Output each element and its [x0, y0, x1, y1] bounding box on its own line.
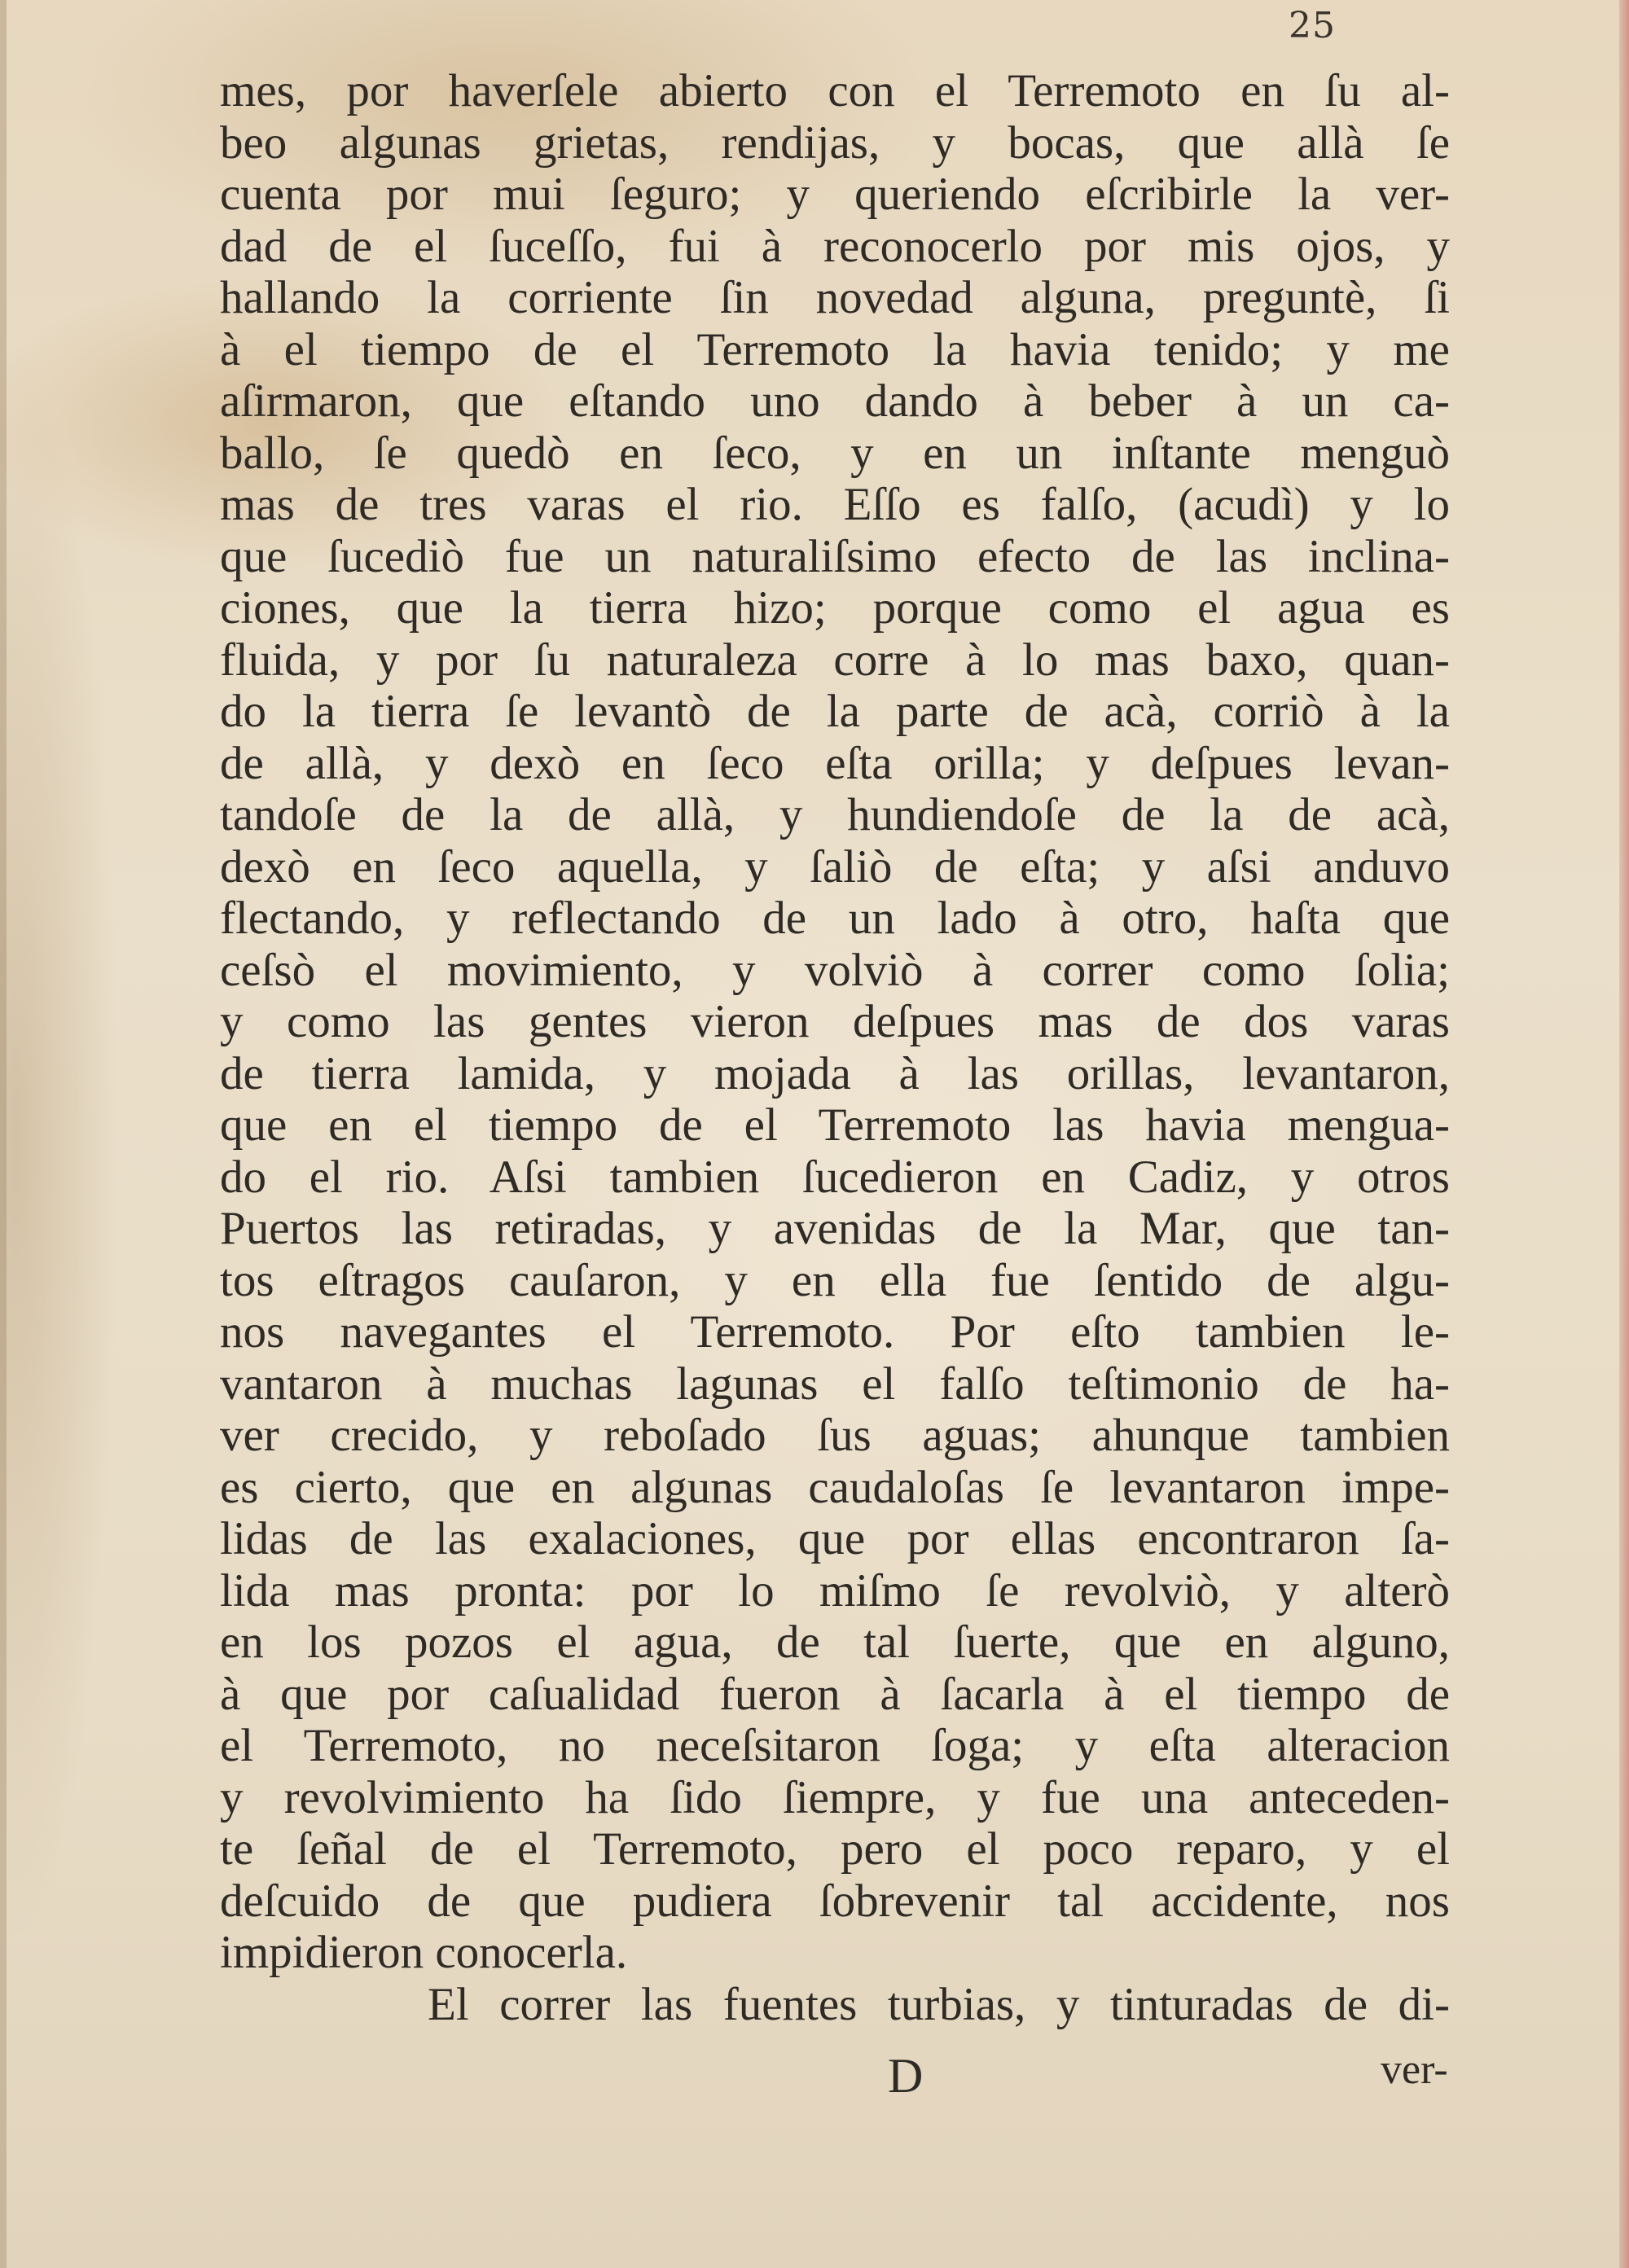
text-line: y como las gentes vieron deſpues mas de dos varas: [220, 996, 1450, 1047]
text-line: deſcuido de que pudiera ſobrevenir tal accidente, nos: [220, 1875, 1450, 1927]
signature-mark: D: [888, 2049, 924, 2103]
catchword: ver-: [1381, 2046, 1448, 2093]
text-line: ciones, que la tierra hizo; porque como el agua es: [220, 582, 1450, 634]
text-line: fluida, y por ſu naturaleza corre à lo mas baxo, quan-: [220, 634, 1450, 686]
text-line: de allà, y dexò en ſeco eſta orilla; y deſpues levan-: [220, 737, 1450, 789]
text-line: vantaron à muchas lagunas el falſo teſtimonio de ha-: [220, 1358, 1450, 1410]
text-line: Puertos las retiradas, y avenidas de la Mar, que tan-: [220, 1203, 1450, 1254]
text-line: ballo, ſe quedò en ſeco, y en un inſtante menguò: [220, 427, 1450, 479]
text-line: flectando, y reflectando de un lado à otro, haſta que: [220, 893, 1450, 944]
text-line: lidas de las exalaciones, que por ellas encontraron ſa-: [220, 1513, 1450, 1564]
text-line: aſirmaron, que eſtando uno dando à beber à un ca-: [220, 375, 1450, 427]
text-line-paragraph-end: impidieron conocerla.: [220, 1927, 628, 1978]
text-line: ver crecido, y reboſado ſus aguas; ahunque tambien: [220, 1410, 1450, 1461]
text-line: à que por caſualidad fueron à ſacarla à el tiempo de: [220, 1668, 1450, 1720]
text-line: lida mas pronta: por lo miſmo ſe revolviò, y alterò: [220, 1564, 1450, 1617]
text-line: ceſsò el movimiento, y volviò à correr como ſolia;: [220, 944, 1450, 996]
text-line: en los pozos el agua, de tal ſuerte, que en alguno,: [220, 1617, 1450, 1668]
text-line: tandoſe de la de allà, y hundiendoſe de la de acà,: [220, 789, 1450, 840]
text-line: dexò en ſeco aquella, y ſaliò de eſta; y aſsi anduvo: [220, 840, 1450, 893]
text-line: cuenta por mui ſeguro; y queriendo eſcribirle la ver-: [220, 169, 1450, 220]
page-number: 25: [1289, 5, 1336, 46]
text-line: de tierra lamida, y mojada à las orillas, levantaron,: [220, 1047, 1450, 1099]
text-line: el Terremoto, no neceſsitaron ſoga; y eſta alteracion: [220, 1720, 1450, 1771]
text-line: que ſucediò fue un naturaliſsimo efecto de las inclina-: [220, 530, 1450, 582]
text-line: es cierto, que en algunas caudaloſas ſe levantaron impe-: [220, 1461, 1450, 1513]
text-line: te ſeñal de el Terremoto, pero el poco reparo, y el: [220, 1823, 1450, 1875]
text-line: beo algunas grietas, rendijas, y bocas, que allà ſe: [220, 116, 1450, 169]
page-gutter-shadow: [0, 0, 7, 2268]
text-line: à el tiempo de el Terremoto la havia tenido; y me: [220, 323, 1450, 375]
text-line: mas de tres varas el rio. Eſſo es falſo, (acudì) y lo: [220, 479, 1450, 530]
text-line: tos eſtragos cauſaron, y en ella fue ſentido de algu-: [220, 1254, 1450, 1306]
text-line: y revolvimiento ha ſido ſiempre, y fue una anteceden-: [220, 1771, 1450, 1823]
text-line: mes, por haverſele abierto con el Terremoto en ſu al-: [220, 65, 1450, 116]
text-line-paragraph-start: El correr las fuentes turbias, y tinturadas de di-: [428, 1978, 1450, 2030]
page-red-edge: [1619, 0, 1629, 2268]
text-line: dad de el ſuceſſo, fui à reconocerlo por mis ojos, y: [220, 220, 1450, 272]
text-line: nos navegantes el Terremoto. Por eſto tambien le-: [220, 1306, 1450, 1358]
text-line: do el rio. Aſsi tambien ſucedieron en Cadiz, y otros: [220, 1151, 1450, 1203]
text-line: do la tierra ſe levantò de la parte de acà, corriò à la: [220, 686, 1450, 737]
body-text: [220, 65, 1450, 2030]
text-line: hallando la corriente ſin novedad alguna, preguntè, ſi: [220, 272, 1450, 323]
text-line: que en el tiempo de el Terremoto las havia mengua-: [220, 1099, 1450, 1151]
